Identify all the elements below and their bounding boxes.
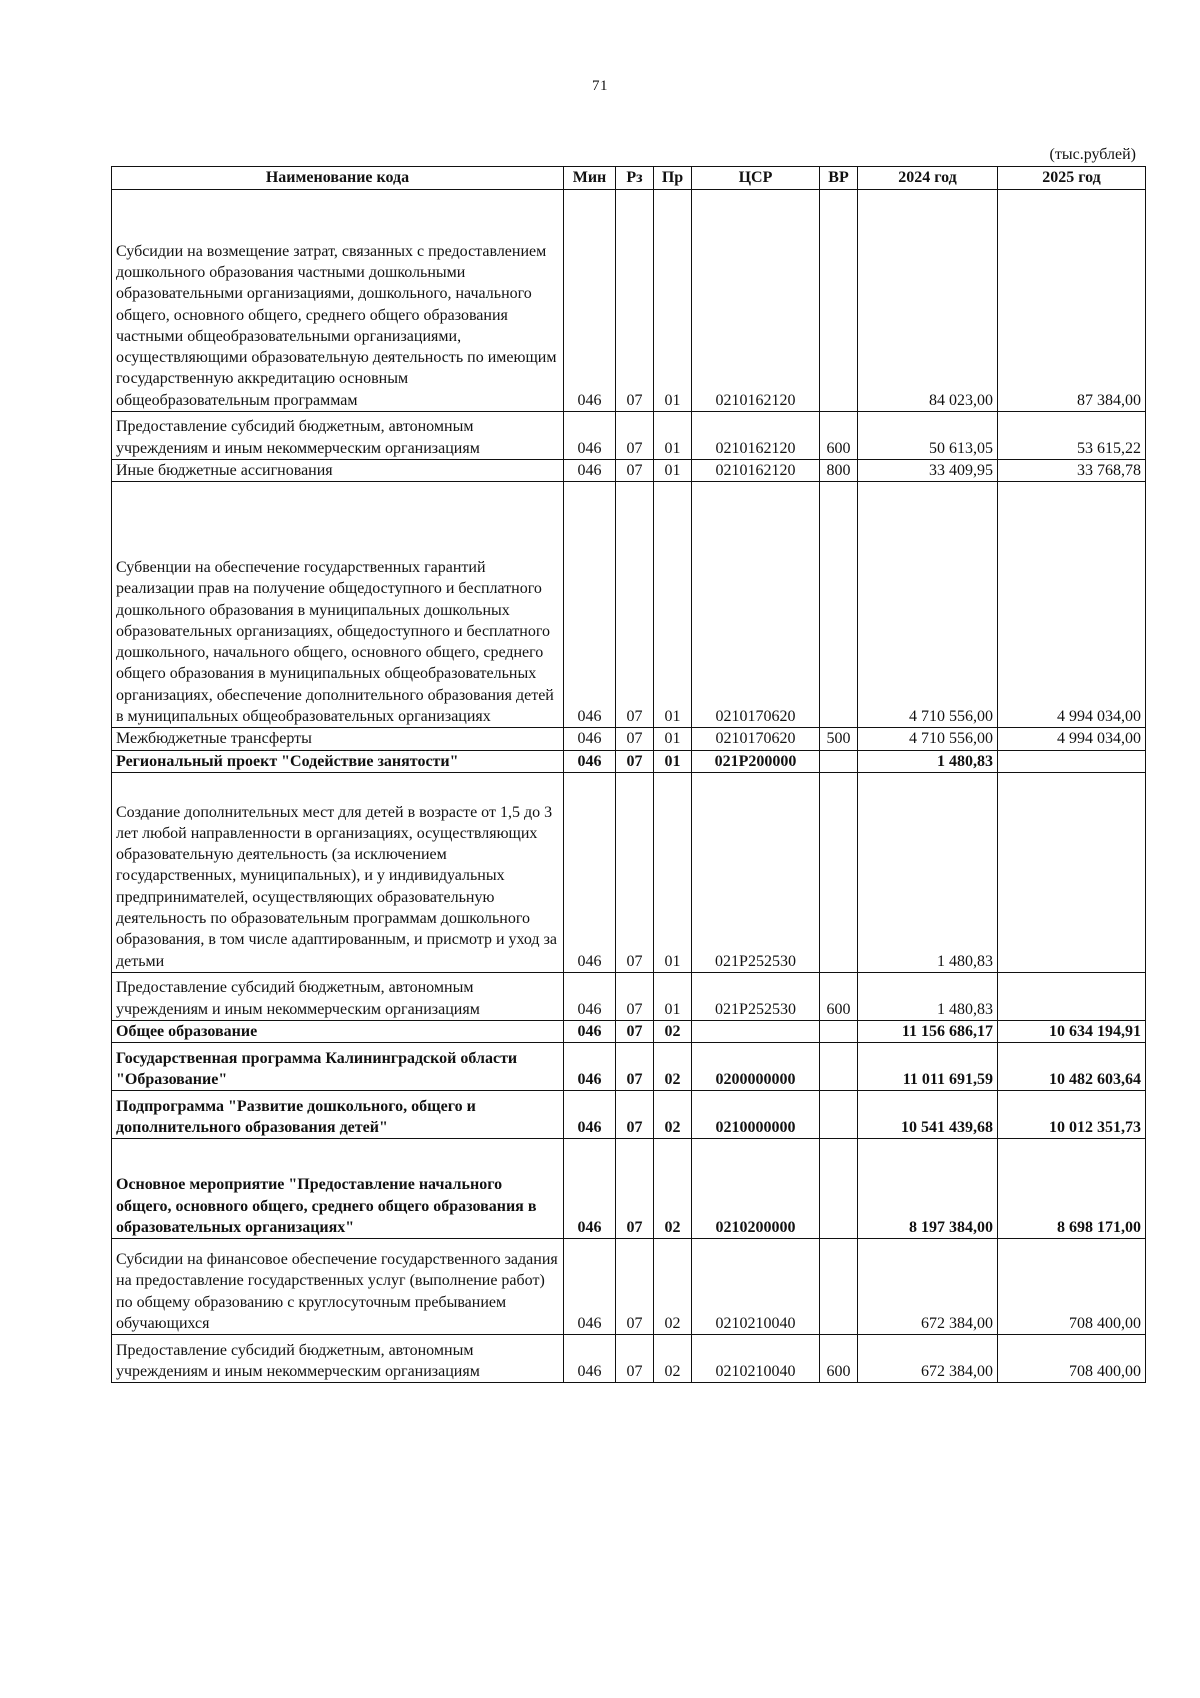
row-2024: 4 710 556,00 <box>858 482 998 728</box>
row-rz: 07 <box>616 460 654 482</box>
row-vr <box>820 190 858 412</box>
row-2024: 50 613,05 <box>858 412 998 460</box>
row-name: Иные бюджетные ассигнования <box>112 460 564 482</box>
row-pr: 02 <box>654 1335 692 1383</box>
row-min: 046 <box>564 1335 616 1383</box>
row-name: Предоставление субсидий бюджетным, автономным учреждениям и иным некоммерческим организациям <box>112 412 564 460</box>
row-2025: 10 482 603,64 <box>998 1043 1146 1091</box>
row-rz: 07 <box>616 412 654 460</box>
row-name: Предоставление субсидий бюджетным, автономным учреждениям и иным некоммерческим организациям <box>112 1335 564 1383</box>
row-2024: 1 480,83 <box>858 750 998 772</box>
row-rz: 07 <box>616 482 654 728</box>
row-name: Государственная программа Калининградской области "Образование" <box>112 1043 564 1091</box>
row-min: 046 <box>564 772 616 972</box>
row-vr <box>820 772 858 972</box>
row-2024: 672 384,00 <box>858 1239 998 1335</box>
row-min: 046 <box>564 190 616 412</box>
row-min: 046 <box>564 412 616 460</box>
row-2025: 10 012 351,73 <box>998 1091 1146 1139</box>
row-vr <box>820 1043 858 1091</box>
row-rz: 07 <box>616 728 654 750</box>
table-row <box>112 1020 1146 1042</box>
row-csr: 021P200000 <box>692 750 820 772</box>
row-rz: 07 <box>616 750 654 772</box>
row-2024: 11 156 686,17 <box>858 1020 998 1042</box>
row-2024: 11 011 691,59 <box>858 1043 998 1091</box>
budget-table <box>111 166 1146 1383</box>
header-csr: ЦСР <box>692 167 820 190</box>
row-vr: 600 <box>820 1335 858 1383</box>
row-rz: 07 <box>616 1020 654 1042</box>
row-pr: 01 <box>654 772 692 972</box>
row-min: 046 <box>564 750 616 772</box>
row-name: Субсидии на финансовое обеспечение государственного задания на предоставление государственных услуг (выполнение работ) по общему образованию с круглосуточным пребыванием обучающихся <box>112 1239 564 1335</box>
row-csr: 021P252530 <box>692 972 820 1020</box>
row-csr: 0210170620 <box>692 482 820 728</box>
row-2025 <box>998 750 1146 772</box>
row-pr: 01 <box>654 190 692 412</box>
row-rz: 07 <box>616 190 654 412</box>
row-2025: 4 994 034,00 <box>998 728 1146 750</box>
row-pr: 01 <box>654 482 692 728</box>
row-2024: 672 384,00 <box>858 1335 998 1383</box>
row-pr: 01 <box>654 972 692 1020</box>
row-pr: 02 <box>654 1091 692 1139</box>
row-vr: 500 <box>820 728 858 750</box>
table-row <box>112 460 1146 482</box>
row-2025: 10 634 194,91 <box>998 1020 1146 1042</box>
table-row <box>112 728 1146 750</box>
row-name: Подпрограмма "Развитие дошкольного, общего и дополнительного образования детей" <box>112 1091 564 1139</box>
row-rz: 07 <box>616 772 654 972</box>
units-label: (тыс.рублей) <box>1049 146 1136 163</box>
row-vr: 800 <box>820 460 858 482</box>
row-name: Создание дополнительных мест для детей в возрасте от 1,5 до 3 лет любой направленности в организациях, осуществляющих образовательную деятельность (за исключением государственных, муниципальных), и у индивидуальных предпринимателей, осуществляющих образовательную деятельность по образовательным программам дошкольного образования, в том числе адаптированным, и присмотр и уход за детьми <box>112 772 564 972</box>
row-2025: 708 400,00 <box>998 1335 1146 1383</box>
table-row <box>112 1091 1146 1139</box>
row-name: Предоставление субсидий бюджетным, автономным учреждениям и иным некоммерческим организациям <box>112 972 564 1020</box>
header-name: Наименование кода <box>112 167 564 190</box>
table-header-row <box>112 167 1146 190</box>
row-csr: 0210162120 <box>692 460 820 482</box>
row-2025: 87 384,00 <box>998 190 1146 412</box>
row-rz: 07 <box>616 1139 654 1239</box>
row-pr: 02 <box>654 1020 692 1042</box>
row-2025: 708 400,00 <box>998 1239 1146 1335</box>
row-2024: 8 197 384,00 <box>858 1139 998 1239</box>
table-row <box>112 482 1146 728</box>
header-pr: Пр <box>654 167 692 190</box>
row-csr: 0210000000 <box>692 1091 820 1139</box>
table-row <box>112 772 1146 972</box>
table-row <box>112 412 1146 460</box>
row-vr <box>820 1020 858 1042</box>
row-pr: 02 <box>654 1139 692 1239</box>
row-pr: 02 <box>654 1239 692 1335</box>
row-rz: 07 <box>616 1335 654 1383</box>
row-csr: 0210210040 <box>692 1239 820 1335</box>
row-rz: 07 <box>616 972 654 1020</box>
row-pr: 01 <box>654 412 692 460</box>
row-2025 <box>998 972 1146 1020</box>
row-csr: 0200000000 <box>692 1043 820 1091</box>
row-vr <box>820 1139 858 1239</box>
row-min: 046 <box>564 1043 616 1091</box>
header-vr: ВР <box>820 167 858 190</box>
row-min: 046 <box>564 972 616 1020</box>
row-vr <box>820 1091 858 1139</box>
table-row <box>112 972 1146 1020</box>
row-vr: 600 <box>820 972 858 1020</box>
table-row <box>112 1239 1146 1335</box>
row-csr: 0210200000 <box>692 1139 820 1239</box>
row-name: Субвенции на обеспечение государственных гарантий реализации прав на получение общедоступного и бесплатного дошкольного образования в муниципальных дошкольных образовательных организациях, общедоступного и бесплатного дошкольного, начального общего, основного общего, среднего общего образования в муниципальных общеобразовательных организациях, обеспечение дополнительного образования детей в муниципальных общеобразовательных организациях <box>112 482 564 728</box>
row-pr: 01 <box>654 728 692 750</box>
row-2024: 1 480,83 <box>858 772 998 972</box>
row-name: Основное мероприятие "Предоставление начального общего, основного общего, среднего общего образования в образовательных организациях" <box>112 1139 564 1239</box>
row-min: 046 <box>564 1139 616 1239</box>
row-min: 046 <box>564 460 616 482</box>
row-2024: 10 541 439,68 <box>858 1091 998 1139</box>
row-2025: 53 615,22 <box>998 412 1146 460</box>
table-row <box>112 1139 1146 1239</box>
table-row <box>112 750 1146 772</box>
row-min: 046 <box>564 728 616 750</box>
row-name: Межбюджетные трансферты <box>112 728 564 750</box>
row-rz: 07 <box>616 1043 654 1091</box>
row-min: 046 <box>564 1020 616 1042</box>
row-csr: 0210162120 <box>692 412 820 460</box>
header-2025: 2025 год <box>998 167 1146 190</box>
header-rz: Рз <box>616 167 654 190</box>
row-pr: 02 <box>654 1043 692 1091</box>
header-min: Мин <box>564 167 616 190</box>
row-vr: 600 <box>820 412 858 460</box>
row-2025 <box>998 772 1146 972</box>
row-pr: 01 <box>654 750 692 772</box>
row-2024: 1 480,83 <box>858 972 998 1020</box>
row-min: 046 <box>564 482 616 728</box>
row-2024: 4 710 556,00 <box>858 728 998 750</box>
row-vr <box>820 482 858 728</box>
page-number: 71 <box>592 78 608 94</box>
row-min: 046 <box>564 1239 616 1335</box>
row-2024: 84 023,00 <box>858 190 998 412</box>
table-row <box>112 1043 1146 1091</box>
row-name: Региональный проект "Содействие занятости" <box>112 750 564 772</box>
row-pr: 01 <box>654 460 692 482</box>
header-2024: 2024 год <box>858 167 998 190</box>
row-2025: 33 768,78 <box>998 460 1146 482</box>
row-2024: 33 409,95 <box>858 460 998 482</box>
row-name: Общее образование <box>112 1020 564 1042</box>
table-row <box>112 1335 1146 1383</box>
row-2025: 4 994 034,00 <box>998 482 1146 728</box>
row-2025: 8 698 171,00 <box>998 1139 1146 1239</box>
row-rz: 07 <box>616 1239 654 1335</box>
row-csr <box>692 1020 820 1042</box>
row-rz: 07 <box>616 1091 654 1139</box>
row-name: Субсидии на возмещение затрат, связанных с предоставлением дошкольного образования частными дошкольными образовательными организациями, дошкольного, начального общего, основного общего, среднего общего образования частными общеобразовательными организациями, осуществляющими образовательную деятельность по имеющим государственную аккредитацию основным общеобразовательным программам <box>112 190 564 412</box>
row-vr <box>820 750 858 772</box>
row-csr: 0210170620 <box>692 728 820 750</box>
row-vr <box>820 1239 858 1335</box>
row-min: 046 <box>564 1091 616 1139</box>
table-row <box>112 190 1146 412</box>
row-csr: 0210210040 <box>692 1335 820 1383</box>
row-csr: 021P252530 <box>692 772 820 972</box>
row-csr: 0210162120 <box>692 190 820 412</box>
